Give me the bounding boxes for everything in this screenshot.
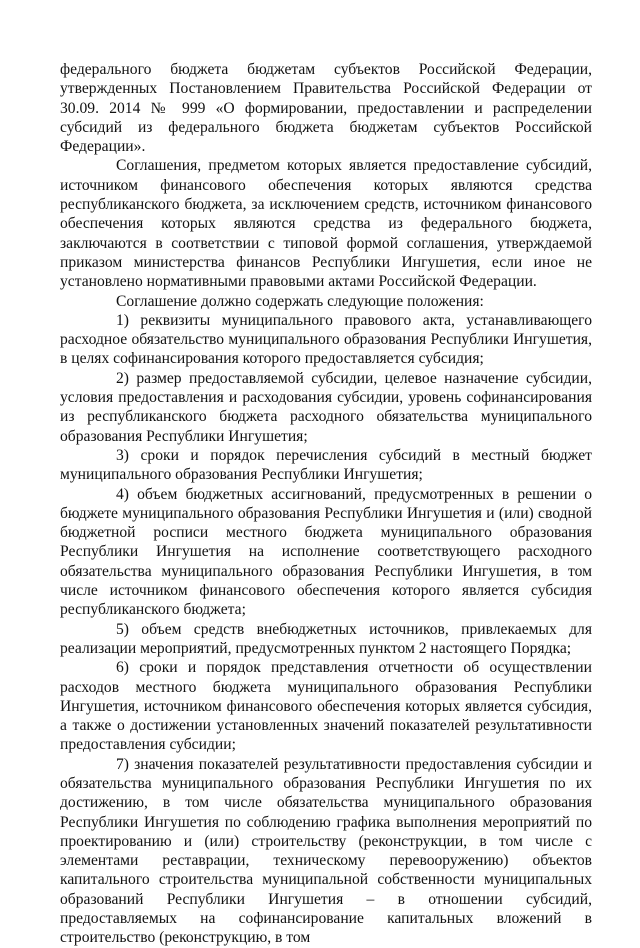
list-item-5: 5) объем средств внебюджетных источников, привлекаемых для реализации мероприятий, предусмотренных пунктом 2 настоящего Порядка; bbox=[60, 620, 592, 657]
list-item-6: 6) сроки и порядок представления отчетности об осуществлении расходов местного бюджета муниципального образования Республики Ингушетия, источником финансового обеспечения которых является субсидия, а также о достижении установленных значений показателей результативности предоставления субсидии; bbox=[60, 659, 592, 754]
paragraph-continuation: федерального бюджета бюджетам субъектов Российской Федерации, утвержденных Постановлением Правительства Российской Федерации от 30.09. 2014 № 999 «О формировании, предоставлении и распределении субсидий из федерального бюджета бюджетам субъектов Российской Федерации». bbox=[60, 61, 592, 156]
list-item-4: 4) объем бюджетных ассигнований, предусмотренных в решении о бюджете муниципального образования Республики Ингушетия и (или) сводной бюджетной росписи местного бюджета муниципального образования Республики Ингушетия на исполнение соответствующего расходного обязательства муниципального образования Республики Ингушетия, в том числе источником финансового обеспечения которого является субсидия республиканского бюджета; bbox=[60, 485, 592, 619]
list-item-1: 1) реквизиты муниципального правового акта, устанавливающего расходное обязательство муниципального образования Республики Ингушетия, в целях софинансирования которого предоставляется субсидия; bbox=[60, 311, 592, 368]
paragraph-agreement-provisions-intro: Соглашение должно содержать следующие положения: bbox=[116, 292, 484, 310]
list-item-3: 3) сроки и порядок перечисления субсидий в местный бюджет муниципального образования Республики Ингушетия; bbox=[60, 446, 592, 484]
paragraph-agreements-republican-budget: Соглашения, предметом которых является предоставление субсидий, источником финансового обеспечения которых являются средства республиканского бюджета, за исключением средств, источником финансового обеспечения которых являются средства из федерального бюджета, заключаются в соответствии с типовой формой соглашения, утверждаемой приказом министерства финансов Республики Ингушетия, если иное не установлено нормативными правовыми актами Российской Федерации. bbox=[60, 157, 592, 291]
list-item-7: 7) значения показателей результативности предоставления субсидии и обязательства муниципального образования Республики Ингушетия по их достижению, в том числе обязательства муниципального образования Республики Ингушетия по соблюдению графика выполнения мероприятий по проектированию и (или) строительству (реконструкции, в том числе с элементами реставрации, техническому перевооружению) объектов капитального строительства муниципальной собственности муниципальных образований Республики Ингушетия – в отношении субсидий, предоставляемых на софинансирование капитальных вложений в строительство (реконструкцию, в том bbox=[60, 755, 592, 947]
list-item-2: 2) размер предоставляемой субсидии, целевое назначение субсидии, условия предоставления и расходования субсидии, уровень софинансирования из республиканского бюджета расходного обязательства муниципального образования Республики Ингушетия; bbox=[60, 369, 592, 445]
